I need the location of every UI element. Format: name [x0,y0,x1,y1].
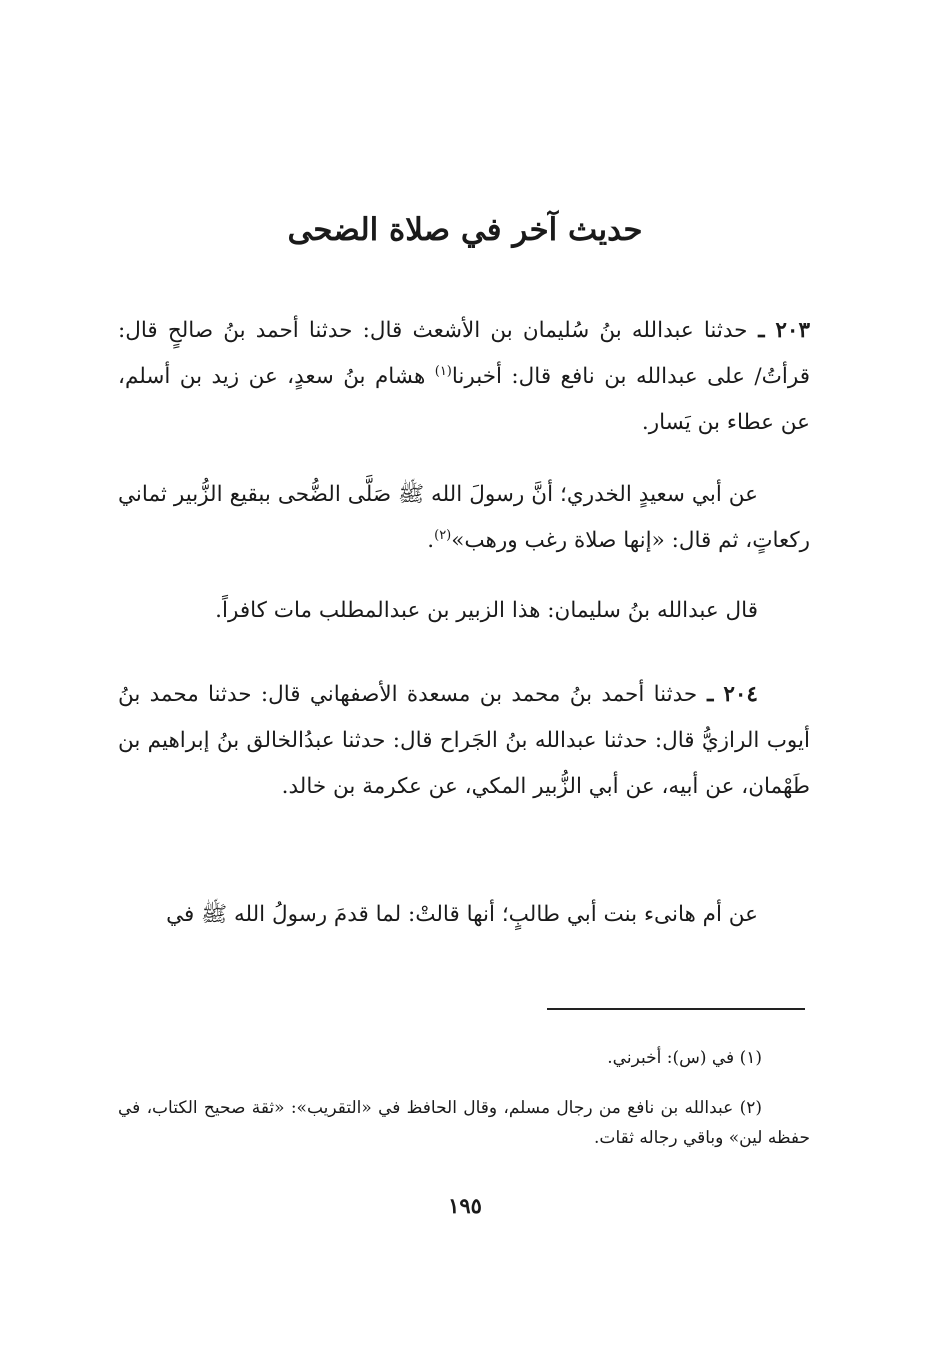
hadith-number: ٢٠٤ ـ [697,682,758,707]
footnote-marker: (١) [434,363,452,379]
footnote-2: (٢) عبدالله بن نافع من رجال مسلم، وقال الحافظ في «التقريب»: «ثقة صحيح الكتاب، في حفظه لين» وباقي رجاله ثقات. [118,1098,810,1148]
hadith-204-matn: عن أم هانىء بنت أبي طالبٍ؛ أنها قالتْ: لما قدمَ رسولُ الله ﷺ في [166,902,758,927]
hadith-204-isnad [118,672,810,810]
section-title: حديث آخر في صلاة الضحى [287,212,643,248]
isnad-text-1: حدثنا عبدالله بنُ سُليمان بن الأشعث قال: حدثنا أحمد بنُ صالحٍ قال: قرأتُ/ على عبدالله بن نافع قال: أخبرنا [118,318,810,389]
footnote-1: (١) في (س): أخبرني. [607,1048,762,1068]
isnad-text-2: هشام بنُ سعدٍ، عن زيد بن أسلم، عن عطاء بن يَسار. [118,364,810,435]
footnote-divider [547,1008,805,1010]
isnad-text: حدثنا أحمد بنُ محمد بن مسعدة الأصفهاني قال: حدثنا محمد بنُ أيوب الرازيُّ قال: حدثنا عبدالله بنُ الجَراح قال: حدثنا عبدُالخالق بنُ إبراهيم بن طَهْمان، عن أبيه، عن أبي الزُّبير المكي، عن عكرمة بن خالد. [118,682,810,799]
page-number: ١٩٥ [448,1193,482,1218]
matn-text-1: عن أبي سعيدٍ الخدري؛ أنَّ رسولَ الله ﷺ صَلَّى الضُّحى ببقيع الزُّبير ثماني ركعاتٍ، ثم قال: «إنها صلاة رغب ورهب» [118,482,810,553]
hadith-203-matn [118,472,810,564]
hadith-203-comment: قال عبدالله بنُ سليمان: هذا الزبير بن عبدالمطلب مات كافراً. [215,598,758,623]
matn-text-2: . [427,528,435,553]
hadith-number: ٢٠٣ ـ [747,318,810,343]
footnote-marker: (٢) [434,527,452,543]
hadith-203-isnad [118,308,810,446]
